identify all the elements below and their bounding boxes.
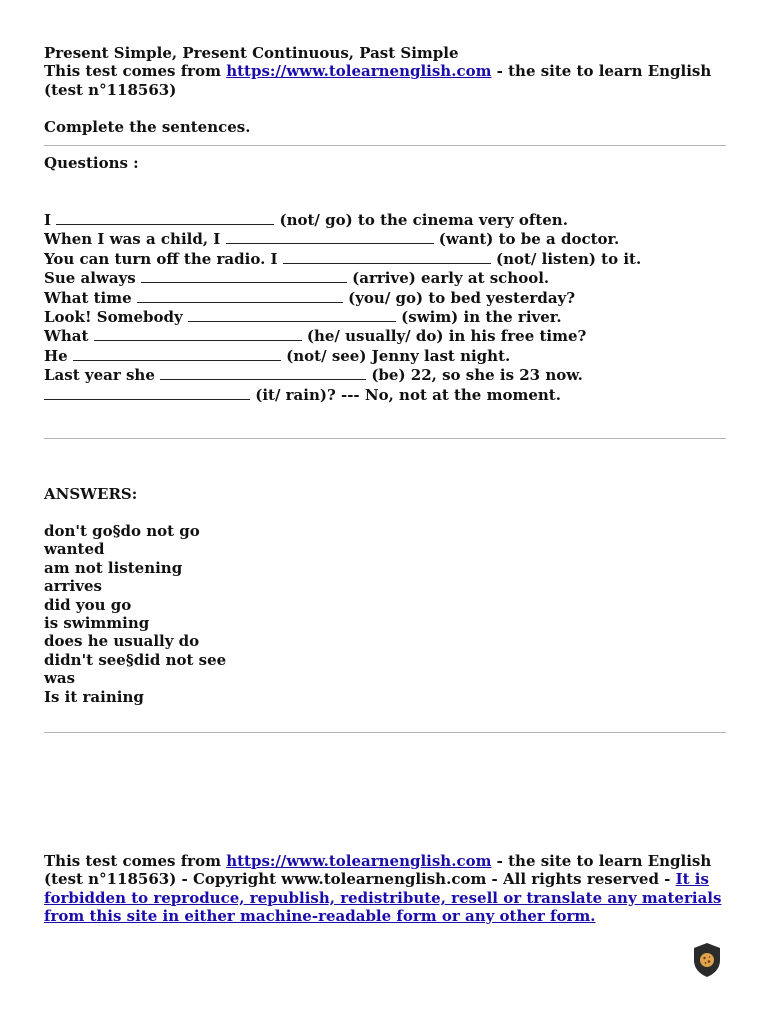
question-item — [44, 229, 726, 248]
question-item — [44, 365, 726, 384]
source-prefix: This test comes from — [44, 62, 227, 81]
question-text-after: (be) 22, so she is 23 now. — [366, 366, 583, 385]
divider — [44, 145, 726, 146]
answer-item: did you go — [44, 595, 132, 614]
answer-item: wanted — [44, 540, 105, 559]
question-text-before: Sue always — [44, 269, 141, 288]
question-item — [44, 307, 726, 326]
answer-blank[interactable] — [94, 326, 302, 341]
answer-list — [44, 522, 226, 706]
answer-item: arrives — [44, 577, 102, 596]
question-item — [44, 385, 726, 404]
question-text-after: (not/ go) to the cinema very often. — [274, 211, 568, 229]
question-text-before: What — [44, 327, 94, 346]
question-item — [44, 346, 726, 365]
footer-source-link[interactable]: https://www.tolearnenglish.com — [226, 852, 492, 870]
question-text-after: (he/ usually/ do) in his free time? — [301, 327, 587, 346]
answer-blank[interactable] — [188, 307, 396, 322]
footer — [44, 852, 726, 926]
answer-blank[interactable] — [44, 385, 250, 400]
answers-label: ANSWERS: — [44, 485, 138, 503]
answer-item: am not listening — [44, 558, 183, 577]
answer-blank[interactable] — [160, 365, 366, 380]
question-text-after: (you/ go) to bed yesterday? — [342, 288, 576, 307]
divider — [44, 438, 726, 439]
question-text-after: (swim) in the river. — [395, 308, 562, 327]
question-text-before: What time — [44, 288, 137, 307]
question-text-after: (arrive) early at school. — [346, 269, 550, 288]
footer-notice-link[interactable]: It is forbidden to reproduce, republish, redistribute, resell or translate any materials from this site in either machine-readable form or any other form. — [44, 870, 722, 926]
answer-blank[interactable] — [56, 210, 274, 225]
question-list — [44, 210, 726, 404]
answer-blank[interactable] — [73, 346, 281, 361]
questions-label: Questions : — [44, 154, 139, 172]
source-suffix: - the site to learn English (test n°118563) — [44, 62, 712, 99]
question-text-before: You can turn off the radio. I — [44, 249, 283, 268]
answer-item: don't go§do not go — [44, 522, 200, 540]
question-text-after: (it/ rain)? --- No, not at the moment. — [250, 385, 561, 404]
question-text-before: Last year she — [44, 366, 161, 385]
answer-item: was — [44, 669, 76, 688]
question-text-after: (not/ see) Jenny last night. — [280, 346, 511, 365]
question-item — [44, 210, 726, 229]
question-text-after: (not/ listen) to it. — [490, 249, 642, 268]
divider — [44, 732, 726, 733]
question-item — [44, 326, 726, 345]
footer-prefix: This test comes from — [44, 852, 227, 870]
answer-blank[interactable] — [141, 268, 347, 283]
answer-blank[interactable] — [283, 249, 491, 264]
answer-item: is swimming — [44, 614, 150, 633]
question-text-after: (want) to be a doctor. — [433, 230, 620, 249]
footer-copyright: - the site to learn English (test n°118563) - Copyright www.tolearnenglish.com - All rights reserved - — [44, 852, 712, 889]
cookie-icon — [692, 942, 722, 978]
cookie-settings-button[interactable] — [692, 942, 722, 978]
answer-item: does he usually do — [44, 632, 200, 651]
answer-item: Is it raining — [44, 687, 144, 706]
question-text-before: When I was a child, I — [44, 230, 226, 249]
answer-item: didn't see§did not see — [44, 650, 227, 669]
question-text-before: He — [44, 346, 73, 365]
question-item — [44, 249, 726, 268]
page-title: Present Simple, Present Continuous, Past Simple — [44, 44, 459, 62]
source-line — [44, 62, 726, 99]
question-item — [44, 288, 726, 307]
answer-blank[interactable] — [137, 288, 343, 303]
question-item — [44, 268, 726, 287]
question-text-before: I — [44, 211, 57, 229]
source-link[interactable]: https://www.tolearnenglish.com — [226, 62, 492, 81]
instruction: Complete the sentences. — [44, 118, 251, 136]
question-text-before: Look! Somebody — [44, 308, 188, 327]
answer-blank[interactable] — [226, 229, 434, 244]
